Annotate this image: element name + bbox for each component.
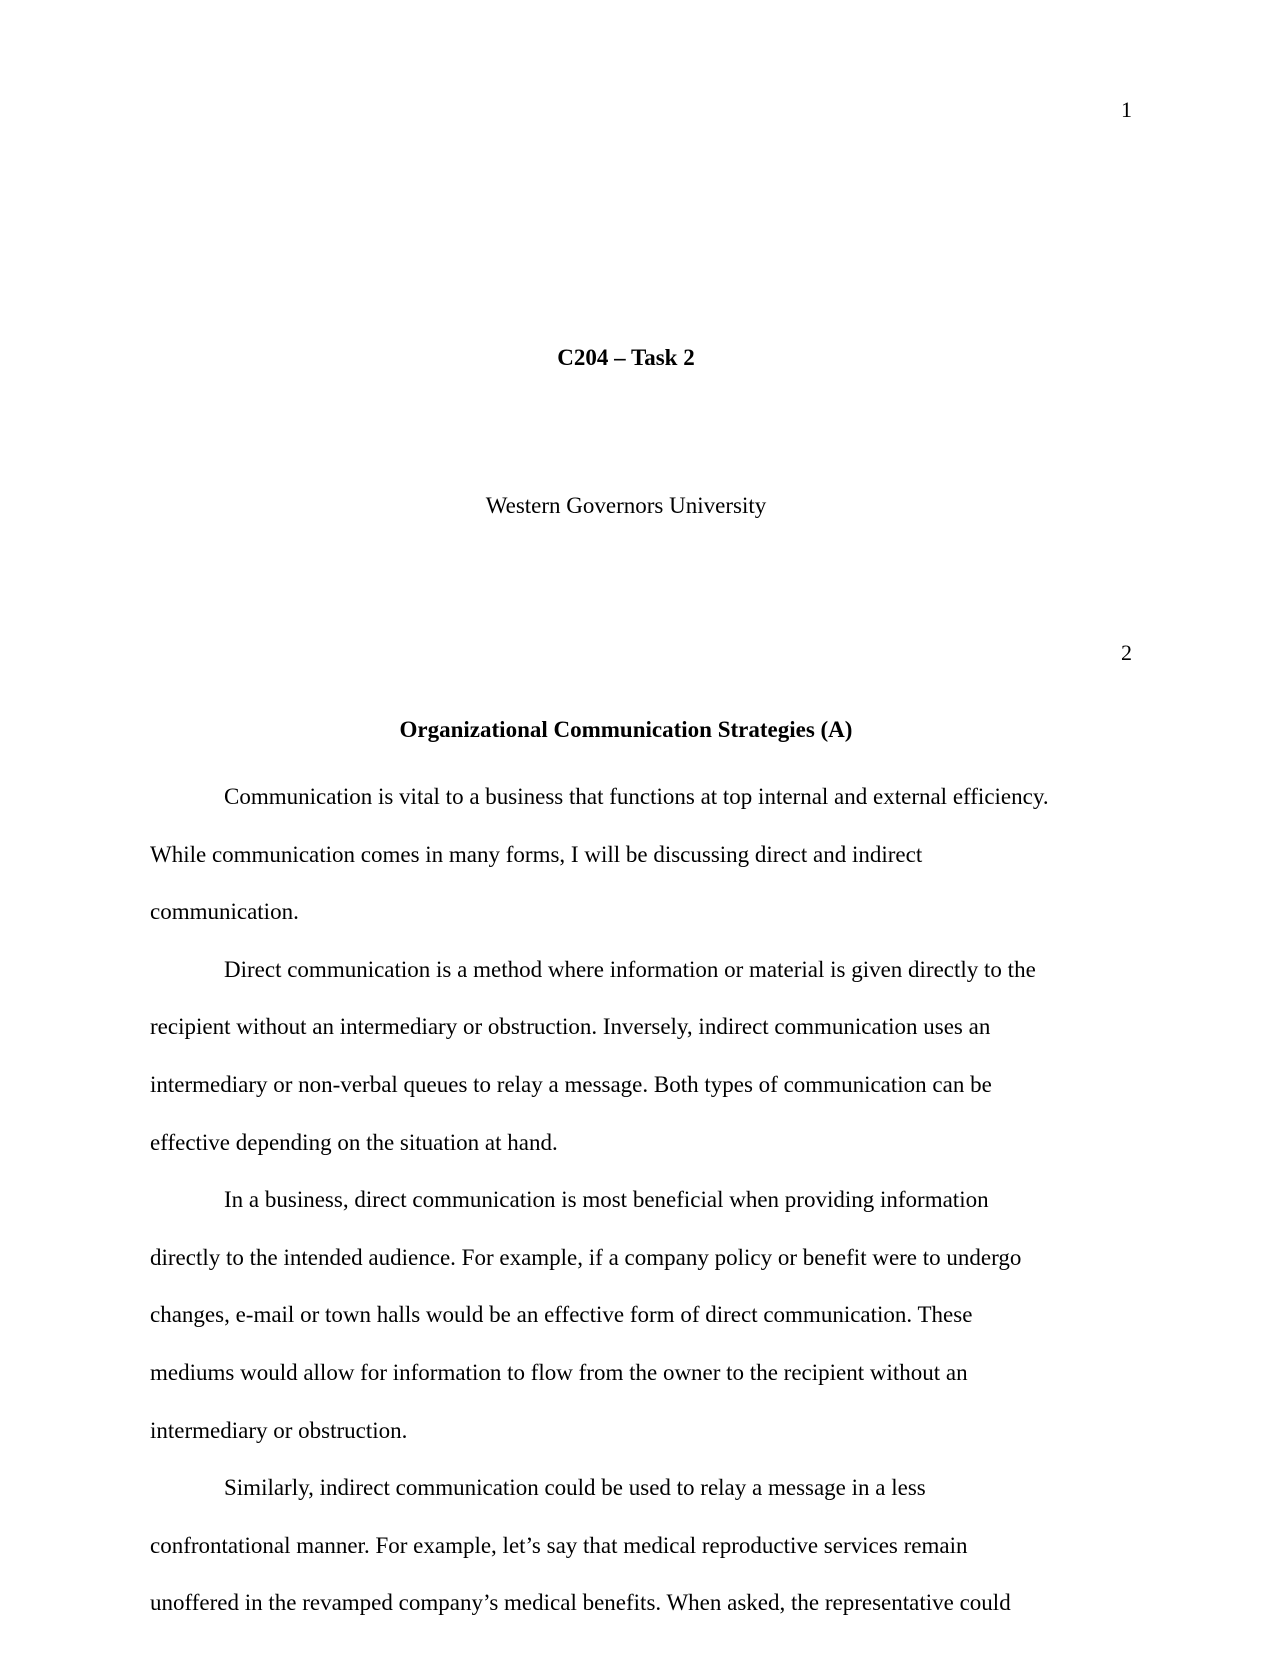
paragraph-line: intermediary or obstruction.: [150, 1417, 408, 1443]
paragraph-line: confrontational manner. For example, let’s say that medical reproductive services remain: [150, 1532, 968, 1558]
document-title: C204 – Task 2: [557, 345, 695, 370]
paragraph-line: Direct communication is a method where information or material is given directly to the: [224, 956, 1036, 982]
paragraph-line: recipient without an intermediary or obstruction. Inversely, indirect communication uses an: [150, 1014, 991, 1040]
institution-name: Western Governors University: [485, 493, 767, 518]
paragraph-line: intermediary or non-verbal queues to relay a message. Both types of communication can be: [150, 1071, 992, 1097]
paragraph-line: directly to the intended audience. For example, if a company policy or benefit were to undergo: [150, 1244, 1022, 1270]
page-number: 1: [1121, 97, 1132, 122]
paragraph-line: Communication is vital to a business that functions at top internal and external efficiency.: [224, 784, 1049, 809]
paragraph-line: In a business, direct communication is most beneficial when providing information: [224, 1187, 989, 1213]
paragraph-line: effective depending on the situation at hand.: [150, 1129, 558, 1155]
paragraph-line: changes, e-mail or town halls would be an effective form of direct communication. These: [150, 1302, 973, 1328]
paragraph-line: communication.: [150, 899, 299, 925]
paragraph-line: Similarly, indirect communication could be used to relay a message in a less: [224, 1475, 926, 1501]
paragraph-line: mediums would allow for information to flow from the owner to the recipient without an: [150, 1359, 968, 1385]
body-text: [150, 768, 1135, 1632]
paragraph-line: While communication comes in many forms, I will be discussing direct and indirect: [150, 841, 923, 867]
page-number: 2: [1121, 640, 1132, 665]
paragraph-line: unoffered in the revamped company’s medical benefits. When asked, the representative could: [150, 1590, 1011, 1616]
section-heading: Organizational Communication Strategies (A): [399, 717, 853, 742]
